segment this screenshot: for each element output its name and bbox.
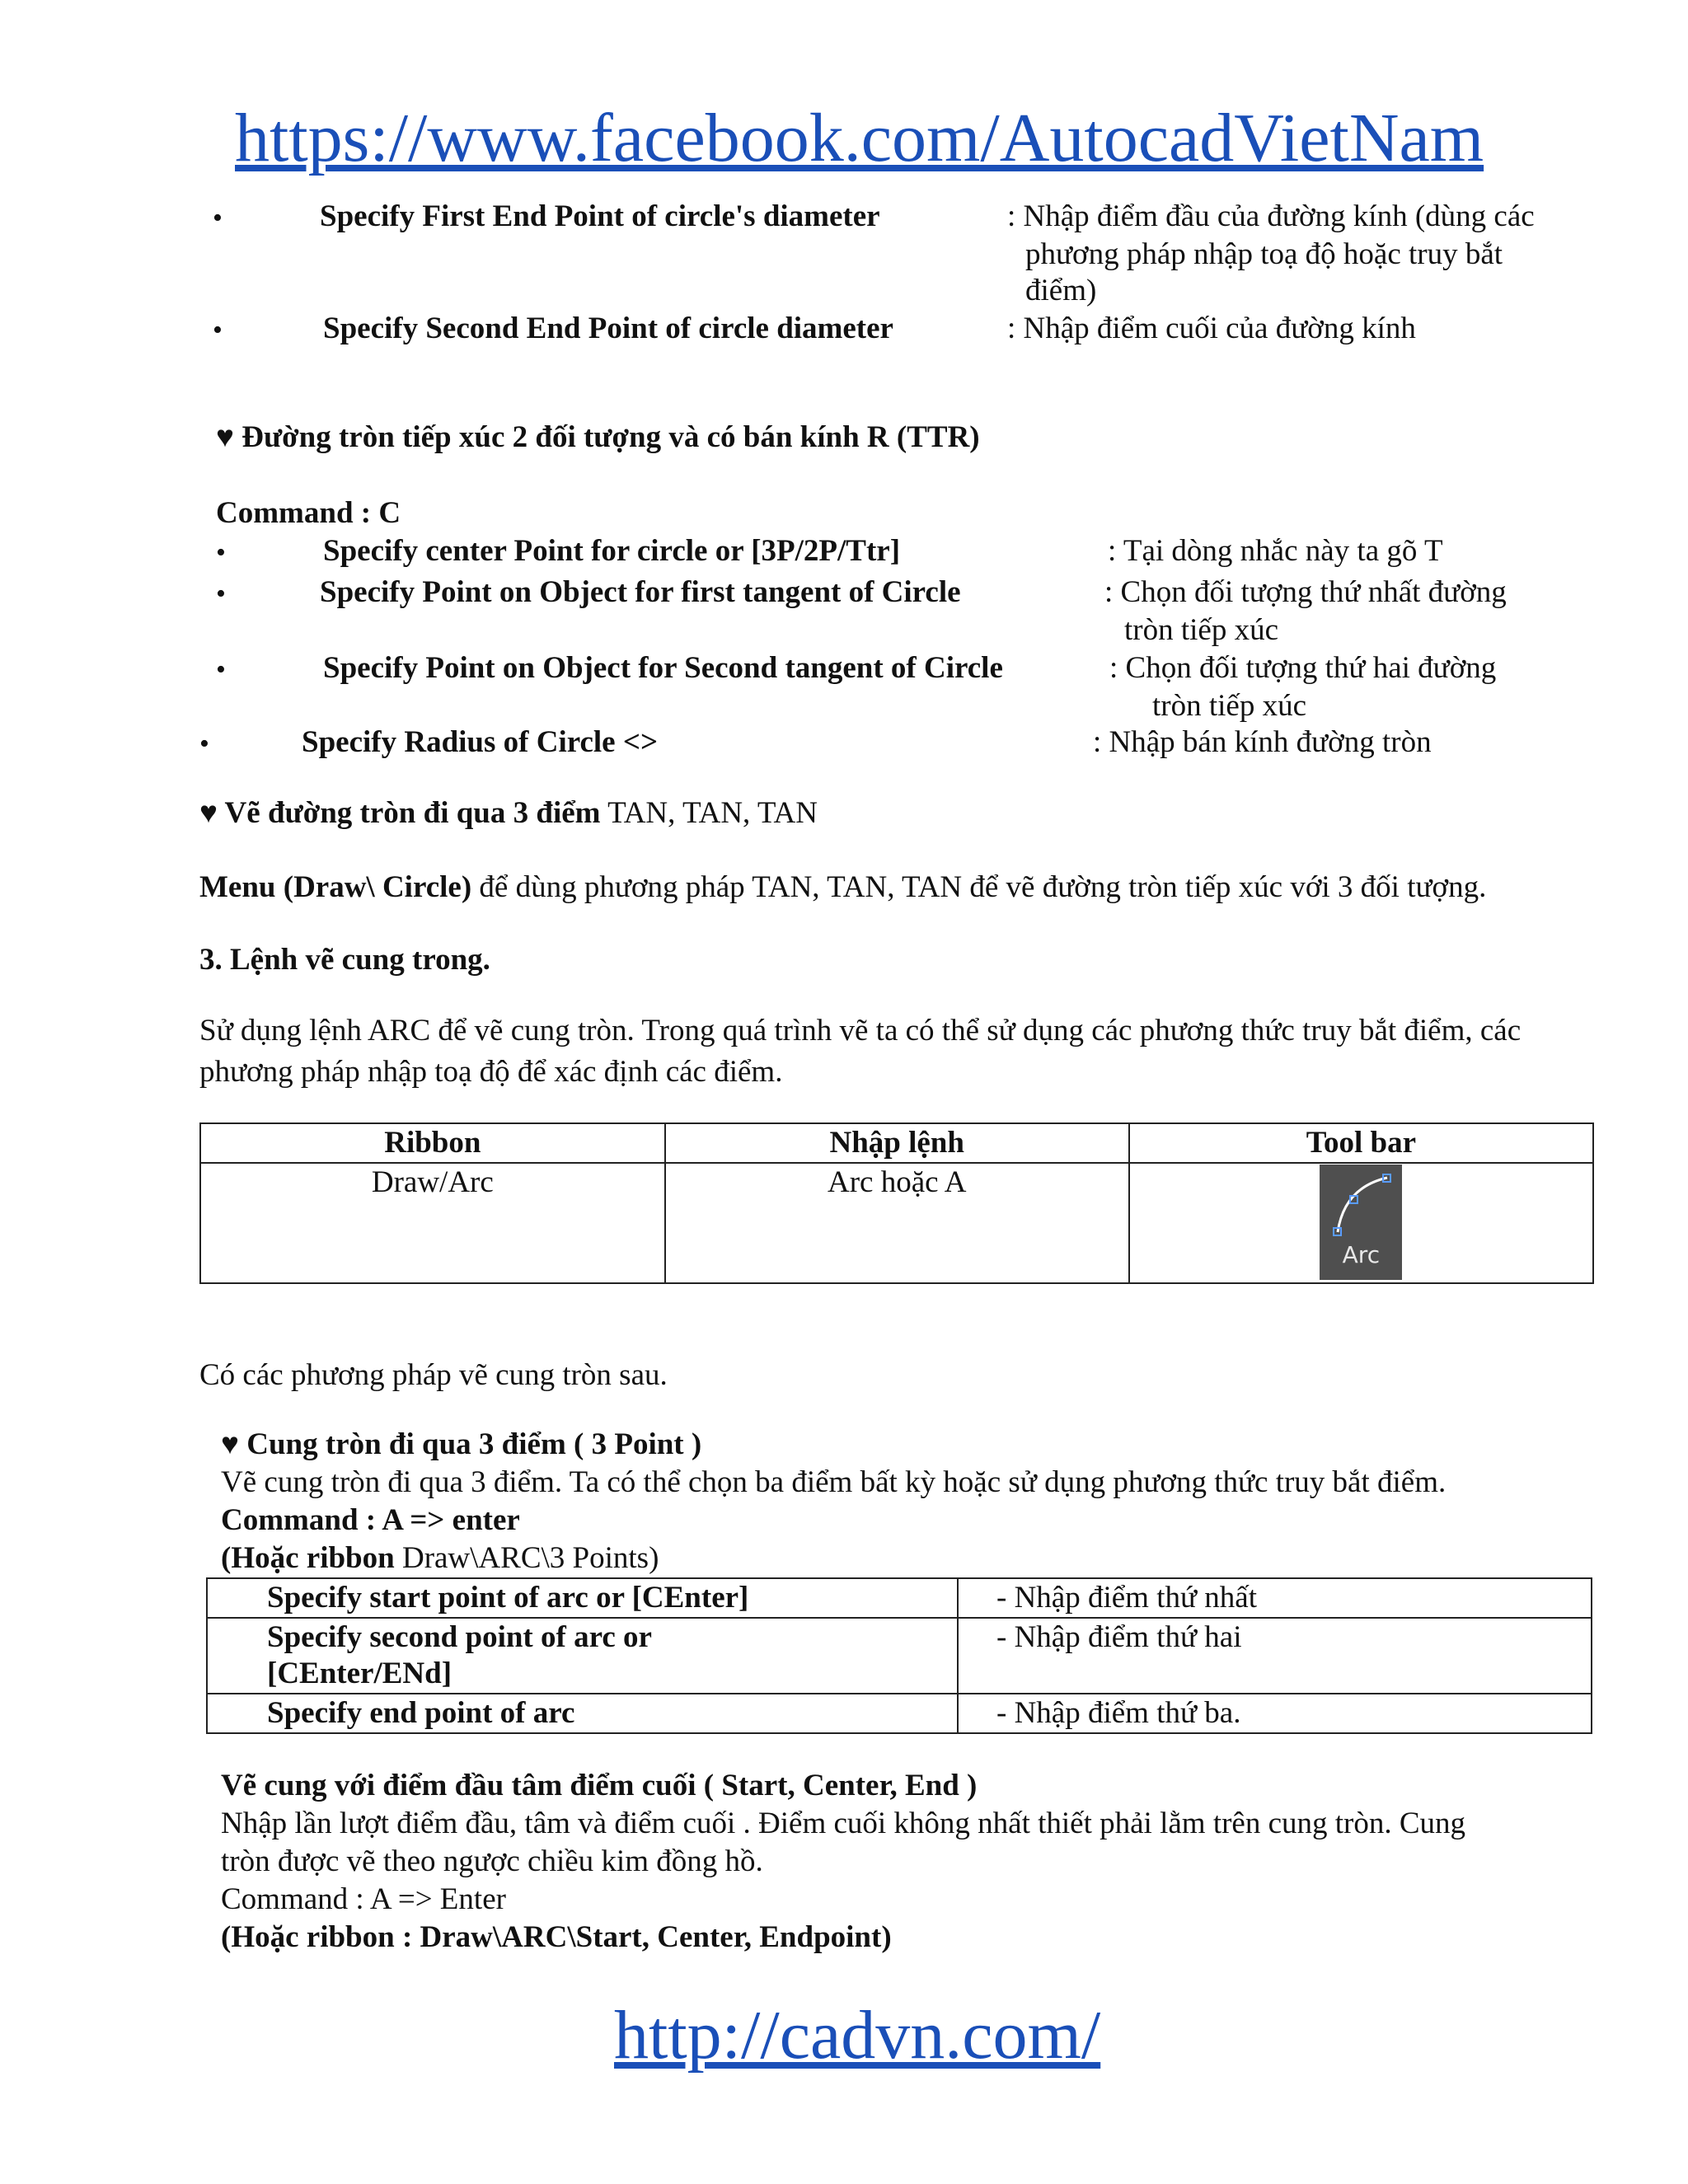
section-heading-tan: [199, 794, 818, 832]
table-cell: - Nhập điểm thứ ba.: [958, 1694, 1592, 1733]
command-description: : Chọn đối tượng thứ nhất đường: [1104, 575, 1507, 609]
ribbon-path: Draw\ARC\3 Points): [394, 1541, 659, 1575]
bullet: •: [213, 203, 223, 233]
command-description: : Nhập điểm đầu của đường kính (dùng các: [1007, 199, 1535, 233]
header-link[interactable]: https://www.facebook.com/AutocadVietNam: [235, 100, 1484, 176]
bullet: •: [216, 537, 226, 568]
bullet: •: [199, 729, 209, 759]
command-line: Command : C: [216, 496, 401, 530]
command-description: tròn tiếp xúc: [1124, 613, 1279, 647]
methods-intro: Có các phương pháp vẽ cung tròn sau.: [199, 1358, 668, 1392]
three-point-table: [206, 1577, 1592, 1734]
paragraph-line: phương pháp nhập toạ độ để xác định các điểm.: [199, 1055, 783, 1089]
section-heading-ttr: ♥ Đường tròn tiếp xúc 2 đối tượng và có bán kính R (TTR): [216, 420, 980, 454]
arc-button-label: Arc: [1342, 1241, 1381, 1268]
menu-text: để dùng phương pháp TAN, TAN, TAN để vẽ đường tròn tiếp xúc với 3 đối tượng.: [471, 870, 1487, 904]
prompt-line: Specify second point of arc or: [267, 1620, 652, 1654]
command-description: tròn tiếp xúc: [1152, 689, 1307, 723]
ribbon-line: (Hoặc ribbon : Draw\ARC\Start, Center, Endpoint): [221, 1920, 892, 1954]
paragraph-line: tròn được vẽ theo ngược chiều kim đồng hồ.: [221, 1844, 763, 1878]
prompt-line: [CEnter/ENd]: [267, 1657, 452, 1690]
arc-icon: [1323, 1168, 1399, 1242]
command-prompt: Specify center Point for circle or [3P/2P/Ttr]: [323, 534, 901, 568]
arc-command-table: [199, 1122, 1594, 1284]
command-line: Command : A => enter: [221, 1503, 520, 1537]
command-description: : Chọn đối tượng thứ hai đường: [1109, 651, 1497, 685]
bullet: •: [213, 315, 223, 345]
command-description: : Nhập điểm cuối của đường kính: [1007, 312, 1416, 345]
section-heading-sce: Vẽ cung với điểm đầu tâm điểm cuối ( Start, Center, End ): [221, 1769, 978, 1802]
heading-bold: ♥ Vẽ đường tròn đi qua 3 điểm: [199, 796, 601, 830]
footer-link[interactable]: http://cadvn.com/: [614, 1997, 1101, 2074]
table-cell: - Nhập điểm thứ hai: [958, 1618, 1592, 1694]
command-prompt: Specify Second End Point of circle diameter: [323, 312, 893, 345]
table-header: Nhập lệnh: [665, 1123, 1129, 1163]
table-cell: - Nhập điểm thứ nhất: [958, 1578, 1592, 1618]
table-cell: Specify end point of arc: [207, 1694, 958, 1733]
command-description: phương pháp nhập toạ độ hoặc truy bắt: [1025, 237, 1503, 271]
table-cell-toolbar: [1129, 1163, 1593, 1283]
command-prompt: Specify Point on Object for first tangent of Circle: [320, 575, 961, 609]
table-cell: Specify start point of arc or [CEnter]: [207, 1578, 958, 1618]
table-cell: Draw/Arc: [200, 1163, 665, 1283]
command-description: điểm): [1025, 274, 1097, 307]
menu-path: Menu (Draw\ Circle): [199, 870, 472, 904]
command-description: : Tại dòng nhắc này ta gõ T: [1108, 534, 1443, 568]
heading-rest: TAN, TAN, TAN: [600, 796, 818, 830]
paragraph-line: Vẽ cung tròn đi qua 3 điểm. Ta có thể chọn ba điểm bất kỳ hoặc sử dụng phương thức truy bắt điểm.: [221, 1465, 1447, 1499]
menu-paragraph: [199, 869, 1486, 907]
ribbon-bold: (Hoặc ribbon: [221, 1541, 395, 1575]
bullet: •: [216, 654, 226, 685]
table-header: Ribbon: [200, 1123, 665, 1163]
arc-toolbar-button[interactable]: [1320, 1165, 1402, 1280]
section-heading-3point: ♥ Cung tròn đi qua 3 điểm ( 3 Point ): [221, 1427, 702, 1461]
table-header: Tool bar: [1129, 1123, 1593, 1163]
ribbon-line: [221, 1540, 659, 1577]
command-description: : Nhập bán kính đường tròn: [1093, 725, 1432, 759]
command-prompt: Specify Radius of Circle <>: [302, 725, 659, 759]
command-prompt: Specify First End Point of circle's diameter: [320, 199, 880, 233]
command-prompt: Specify Point on Object for Second tangent of Circle: [323, 651, 1003, 685]
section-heading-arc: 3. Lệnh vẽ cung trong.: [199, 943, 490, 977]
paragraph-line: Sử dụng lệnh ARC để vẽ cung tròn. Trong quá trình vẽ ta có thể sử dụng các phương thức truy bắt điểm, các: [199, 1014, 1522, 1047]
table-cell: Arc hoặc A: [665, 1163, 1129, 1283]
command-line: Command : A => Enter: [221, 1882, 506, 1916]
bullet: •: [216, 579, 226, 609]
table-cell: [207, 1618, 958, 1694]
paragraph-line: Nhập lần lượt điểm đầu, tâm và điểm cuối . Điểm cuối không nhất thiết phải lằm trên cung tròn. Cung: [221, 1807, 1466, 1840]
